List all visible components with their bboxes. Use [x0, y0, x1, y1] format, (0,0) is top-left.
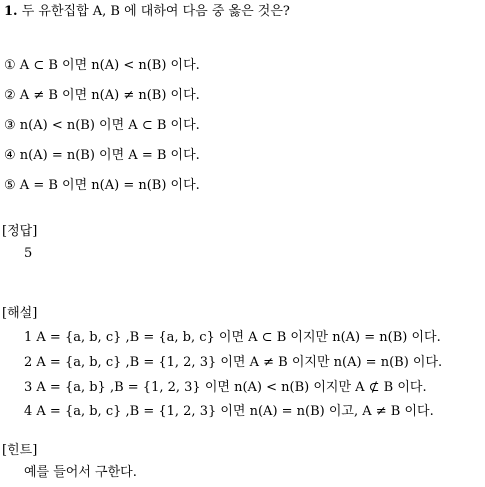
explanation-line-2: 2 A = {a, b, c} ,B = {1, 2, 3} 이면 A ≠ B 이지만 n(A) = n(B) 이다.: [24, 355, 443, 370]
explanation-line-3: 3 A = {a, b} ,B = {1, 2, 3} 이면 n(A) < n(B) 이지만 A ⊄ B 이다.: [24, 380, 427, 395]
option-text: A ⊂ B 이면 n(A) < n(B) 이다.: [19, 58, 200, 73]
option-marker: ③: [4, 118, 16, 133]
option-1: [4, 58, 200, 74]
option-4: [4, 148, 200, 164]
option-marker: ④: [4, 148, 16, 163]
question-number: 1.: [4, 4, 18, 19]
option-marker: ①: [4, 58, 16, 73]
option-text: A = B 이면 n(A) = n(B) 이다.: [19, 178, 200, 193]
option-text: n(A) = n(B) 이면 A = B 이다.: [19, 148, 200, 163]
option-3: [4, 118, 200, 134]
option-marker: ⑤: [4, 178, 16, 193]
option-text: A ≠ B 이면 n(A) ≠ n(B) 이다.: [19, 88, 200, 103]
answer-value: 5: [24, 246, 33, 261]
answer-label: [정답]: [2, 224, 38, 239]
explanation-label: [해설]: [2, 306, 38, 321]
option-2: [4, 88, 200, 104]
option-marker: ②: [4, 88, 16, 103]
hint-text: 예를 들어서 구한다.: [24, 465, 137, 480]
question-text: 두 유한집합 A, B 에 대하여 다음 중 옳은 것은?: [21, 4, 290, 19]
hint-label: [힌트]: [2, 443, 38, 458]
option-text: n(A) < n(B) 이면 A ⊂ B 이다.: [19, 118, 200, 133]
explanation-line-4: 4 A = {a, b, c} ,B = {1, 2, 3} 이면 n(A) = n(B) 이고, A ≠ B 이다.: [24, 404, 434, 419]
option-5: [4, 178, 200, 194]
question-line: [4, 4, 290, 20]
explanation-line-1: 1 A = {a, b, c} ,B = {a, b, c} 이면 A ⊂ B 이지만 n(A) = n(B) 이다.: [24, 330, 441, 345]
